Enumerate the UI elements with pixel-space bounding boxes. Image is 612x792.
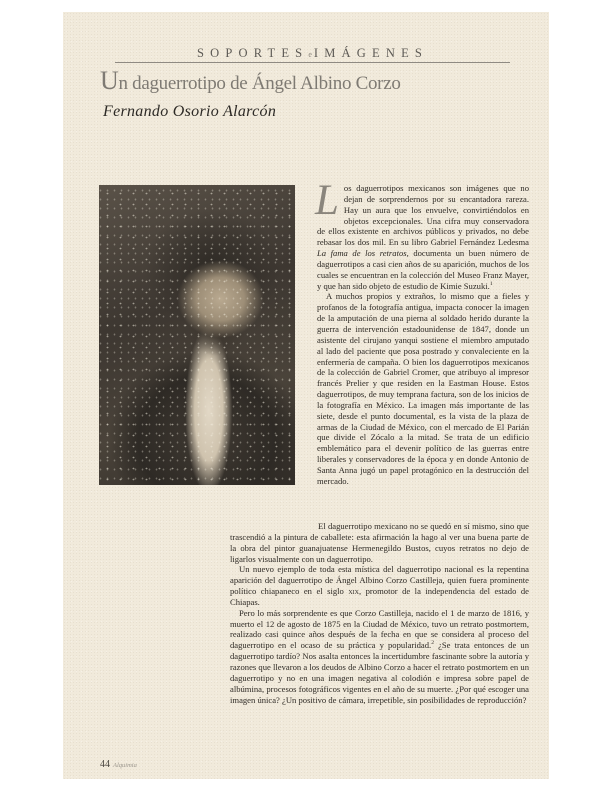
daguerreotype-photo [99, 185, 295, 485]
article-title [100, 66, 401, 96]
paragraph-1-text: os daguerrotipos mexicanos son imágenes que no dejan de sorprendernos por su encantadora rareza. Hay un aura que los envuelve, convirtiéndolos en objetos excepcionales. Una cifra muy conservadora de ellos existente en archivos públicos y privados, no debe rebasar los dos mil. En su libro Gabriel Fernández Ledesma [317, 183, 529, 248]
header-rule [115, 62, 510, 63]
magazine-page [63, 12, 549, 779]
page-footer [100, 759, 137, 770]
title-rest: n daguerrotipo de Ángel Albino Corzo [118, 73, 401, 94]
title-initial: U [100, 66, 119, 95]
paragraph-1 [315, 177, 530, 291]
paragraph-5-text-a: Pero lo más sorprendente es que Corzo Castilleja, nacido el 1 de marzo de 1816, y muerto el 12 de agosto de 1875 en la Ciudad de México, tuvo un retrato postmortem, realizado casi quince años después de la fecha en que se considera al proceso del daguerrotipo en el ocaso de su práctica y popularidad. [230, 607, 529, 651]
paragraph-4-text-a: Un nuevo ejemplo de toda esta mística del daguerrotipo nacional es la repentina aparición del daguerrotipo de Ángel Albino Corzo Castilleja, quien fuera prominente político chiapaneco en el siglo [230, 564, 529, 597]
section-header-left: SOPORTES [196, 46, 309, 60]
paragraph-4-text-b: , promotor de la independencia del estado de Chiapas. [230, 586, 529, 607]
paragraph-3: El daguerrotipo mexicano no se quedó en sí mismo, sino que trascendió a la pintura de caballete: esta afirmación la hago al ver una buena parte de la obra del pintor guanajuatense Hermenegildo Bustos, cuyos retratos no dejo de ligarlos visualmente con un daguerrotipo. [230, 521, 529, 564]
footnote-ref-2[interactable]: 2 [431, 640, 434, 647]
magazine-name: Alquimia [113, 762, 137, 769]
drop-cap: L [315, 177, 339, 224]
body-column-right [315, 177, 530, 487]
author-name: Fernando Osorio Alarcón [103, 103, 277, 120]
footnote-ref-1[interactable]: 1 [489, 280, 493, 287]
paragraph-4 [230, 564, 529, 607]
paragraph-5-text-b: ¿Se trata entonces de un daguerrotipo tardío? Nos asalta entonces la incertidumbre fascinante sobre la autoría y razones que llevaron a los deudos de Albino Corzo a hacer el retrato postmortem en un daguerrotipo y no en una imagen negativa al colodión e impresa sobre papel de albúmina, procesos fotográficos vigentes en el año de su muerte. ¿Por qué escoger una imagen única? ¿Un positivo de cámara, irrepetible, sin posibilidades de reproducción? [230, 640, 530, 705]
paragraph-2: A muchos propios y extraños, lo mismo que a fieles y profanos de la fotografía antigua, impacta conocer la imagen de la amputación de una pierna al soldado herido durante la guerra de intervención estadounidense de 1847, donde un asistente del cirujano yanqui sostiene el miembro amputado al lado del paciente que posa postrado y convaleciente en la enfermería de campaña. O bien los daguerrotipos mexicanos de la colección de Gabriel Cromer, que atribuyo al impresor francés Prelier y que residen en la Eastman House. Estos daguerrotipos, de muy temprana factura, son de los inicios de la fotografía en México. La imagen más importante de las siete, desde el punto documental, es la vista de la plaza de armas de la Ciudad de México, con el mercado de El Parián que divide el Zócalo a la mitad. Se trata de un edificio emblemático para el devenir político de las guerras entre liberales y conservadores de la época y en donde Antonio de Santa Anna jugó un papel protagónico en la destrucción del mercado. [317, 291, 529, 486]
section-header [115, 46, 510, 61]
paragraph-1-end: documenta un buen número de daguerrotipos a casi cien años de su aparición, muchos de los cuales se encuentran en la colección del Museo Franz Mayer, y que han sido objeto de estudio de Kimie Suzuki. [317, 248, 530, 291]
paragraph-5 [230, 608, 529, 706]
section-header-right: IMÁGENES [313, 46, 429, 60]
book-title: La fama de los retratos, [317, 248, 409, 259]
body-column-wide [230, 521, 529, 705]
century-numeral: xix [348, 586, 359, 597]
section-header-amp: e [308, 50, 314, 59]
page-number: 44 [100, 759, 110, 770]
